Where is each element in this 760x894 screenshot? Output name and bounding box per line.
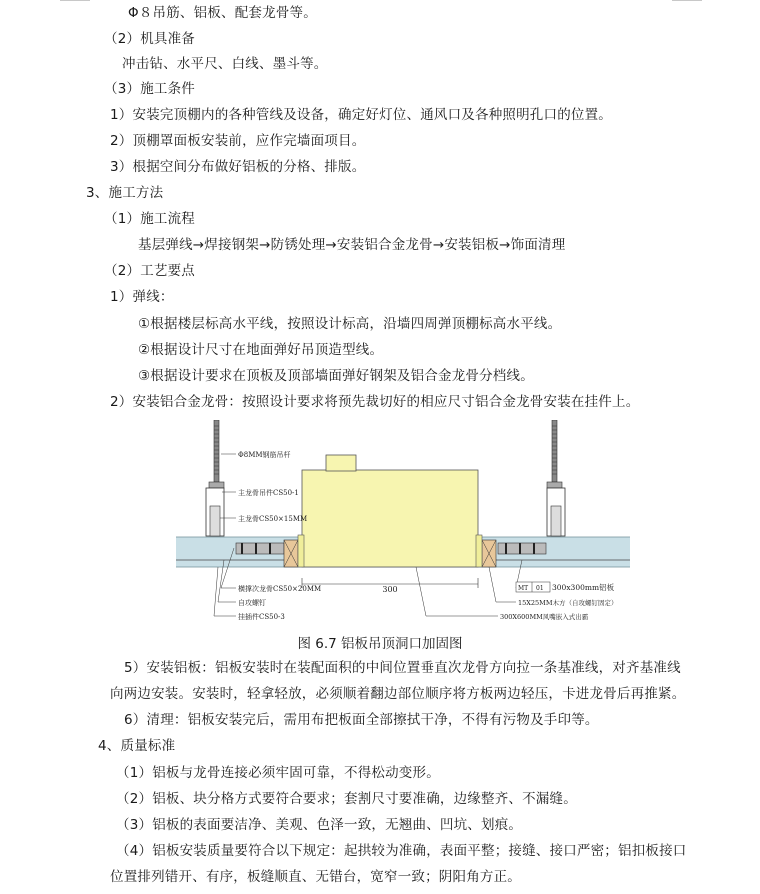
label-panel: 300x300mm铝板 [552,583,615,592]
nut-left [209,482,224,488]
label-rod: Φ8MM钢筋吊杆 [238,451,291,459]
label-vent: 300X600MM风嘴嵌入式出霸 [500,613,589,621]
text-line: ①根据楼层标高水平线，按照设计标高，沿墙四周弹顶棚标高水平线。 [138,316,562,332]
section-heading: （1）施工流程 [104,211,195,227]
corner-mark-right [672,0,702,1]
vent-flange-right [476,535,482,567]
text-line: 2）顶棚罩面板安装前，应作完墙面项目。 [110,133,366,149]
main-keel-right [551,506,561,536]
section-heading: （2）机具准备 [104,31,195,47]
label-wood: 15X25MM木方（自攻螺钉固定） [518,599,618,607]
vent-flange-left [298,535,304,567]
text-line: （4）铝板安装质量要符合以下规定：起拱较为准确，表面平整；接缝、接口严密；铝扣板接口 [116,843,687,859]
text-line: ③根据设计要求在顶板及顶部墙面弹好钢架及铝合金龙骨分档线。 [138,368,534,384]
text-line: Φ８吊筋、铝板、配套龙骨等。 [128,5,317,21]
vent-box [302,470,478,567]
text-line: （2）铝板、块分格方式要符合要求；套割尺寸要准确，边缘整齐、不漏缝。 [116,791,577,807]
text-line: 3）根据空间分布做好铝板的分格、排版。 [110,159,366,175]
main-keel-left [210,506,220,536]
ceiling-opening-diagram [176,420,630,624]
section-heading: （3）施工条件 [104,81,195,97]
label-main-hanger: 主龙骨吊件CS50-1 [238,489,299,497]
text-line: 5）安装铝板：铝板安装时在装配面积的中间位置垂直次龙骨方向拉一条基准线，对齐基准线 [124,660,681,676]
label-clip: 挂插件CS50-3 [238,613,285,621]
process-flow: 基层弹线→焊接钢架→防锈处理→安装铝合金龙骨→安装铝板→饰面清理 [138,237,566,253]
figure-caption: 图 6.7 铝板吊顶洞口加固图 [297,636,463,652]
label-screw: 自攻螺钉 [238,599,266,607]
material-tag-code: MT [518,585,529,592]
text-line: 2）安装铝合金龙骨：按照设计要求将预先裁切好的相应尺寸铝合金龙骨安装在挂件上。 [110,394,640,410]
section-heading: 4、质量标准 [98,738,176,754]
text-line: ②根据设计尺寸在地面弹好吊顶造型线。 [138,342,384,358]
text-line: 位置排列错开、有序，板缝顺直、无错台，宽窄一致；阴阳角方正。 [110,869,521,885]
leader-lines-right [416,560,522,616]
dimension-value: 300 [382,585,398,594]
label-sub-keel: 横撑次龙骨CS50×20MM [238,585,322,593]
text-line: 冲击钻、水平尺、白线、墨斗等。 [122,56,328,72]
corner-mark-left [60,0,90,1]
text-line: 1）弹线： [110,289,174,305]
text-line: （1）铝板与龙骨连接必须牢固可靠，不得松动变形。 [116,765,440,781]
rod-right [552,420,557,482]
vent-cap [326,455,356,471]
material-tag-number: 01 [536,585,544,592]
section-heading: 3、施工方法 [86,185,164,201]
text-line: 1）安装完顶棚内的各种管线及设备，确定好灯位、通风口及各种照明孔口的位置。 [110,107,612,123]
text-line: （3）铝板的表面要洁净、美观、色泽一致，无翘曲、凹坑、划痕。 [116,817,523,833]
rod-left [214,420,219,482]
sub-keel-left [236,543,284,554]
label-main-keel: 主龙骨CS50×15MM [238,515,308,523]
text-line: 6）清理：铝板安装完后，需用布把板面全部擦拭干净，不得有污物及手印等。 [124,712,599,728]
text-line: 向两边安装。安装时，轻拿轻放，必须顺着翻边部位顺序将方板两边轻压，卡进龙骨后再推紧。 [110,686,686,702]
section-heading: （2）工艺要点 [104,263,195,279]
nut-right [547,482,562,488]
